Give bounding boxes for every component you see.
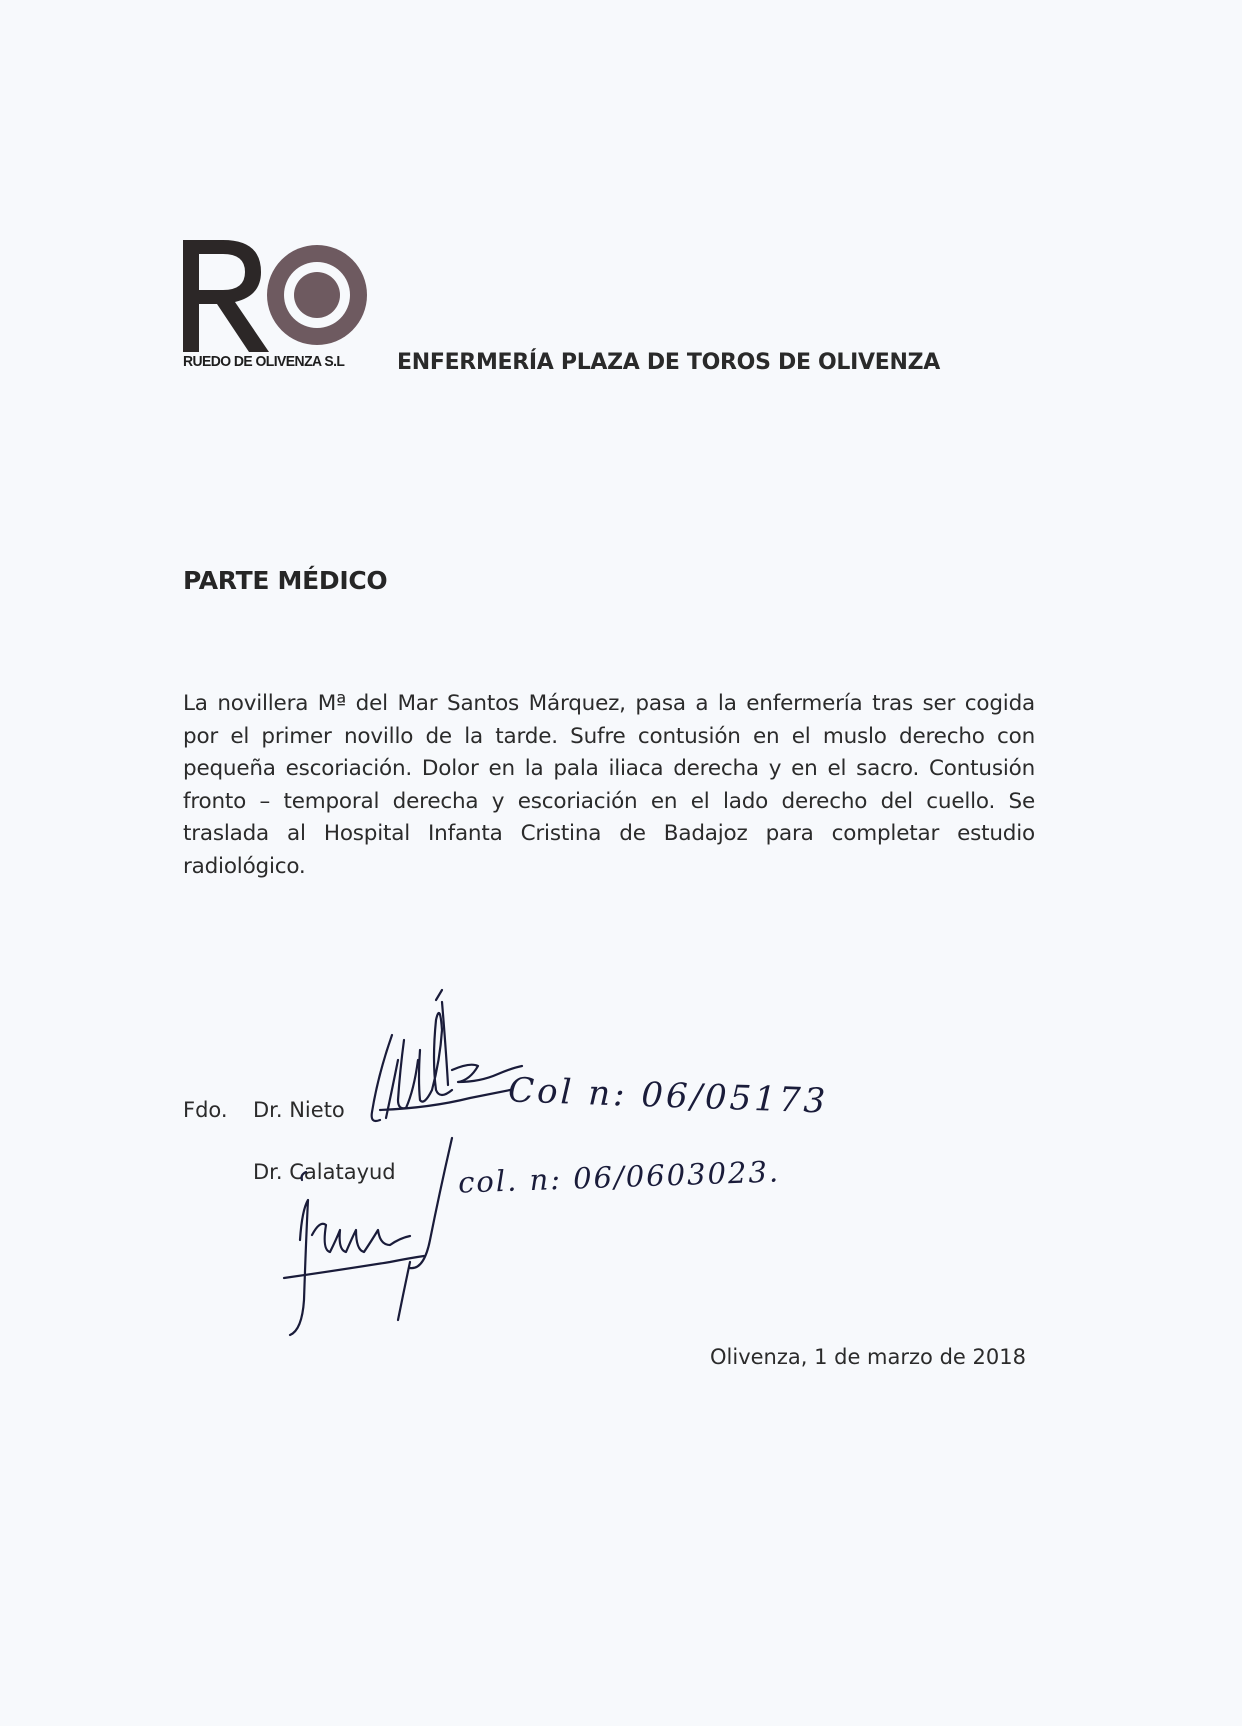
document-title: PARTE MÉDICO <box>183 566 388 595</box>
doctor-nieto-name: Dr. Nieto <box>253 1098 345 1122</box>
signed-prefix: Fdo. <box>183 1098 228 1122</box>
signature-nieto <box>372 990 522 1121</box>
doctor-calatayud-colegiado: col. n: 06/0603023. <box>457 1154 781 1200</box>
place-and-date: Olivenza, 1 de marzo de 2018 <box>710 1345 1026 1369</box>
letterhead-title: ENFERMERÍA PLAZA DE TOROS DE OLIVENZA <box>397 350 940 375</box>
doctor-nieto-colegiado: Col n: 06/05173 <box>507 1070 829 1122</box>
logo-caption: RUEDO DE OLIVENZA S.L <box>183 353 345 370</box>
doctor-calatayud-name: Dr. Calatayud <box>253 1160 396 1184</box>
report-body: La novillera Mª del Mar Santos Márquez, pasa a la enfermería tras ser cogida por el primer novillo de la tarde. Sufre contusión en el muslo derecho con pequeña escoriación. Dolor en la pala iliaca derecha y en el sacro. Contusión fronto – temporal derecha y escoriación en el lado derecho del cuello. Se traslada al Hospital Infanta Cristina de Badajoz para completar estudio radiológico. <box>183 691 1035 879</box>
